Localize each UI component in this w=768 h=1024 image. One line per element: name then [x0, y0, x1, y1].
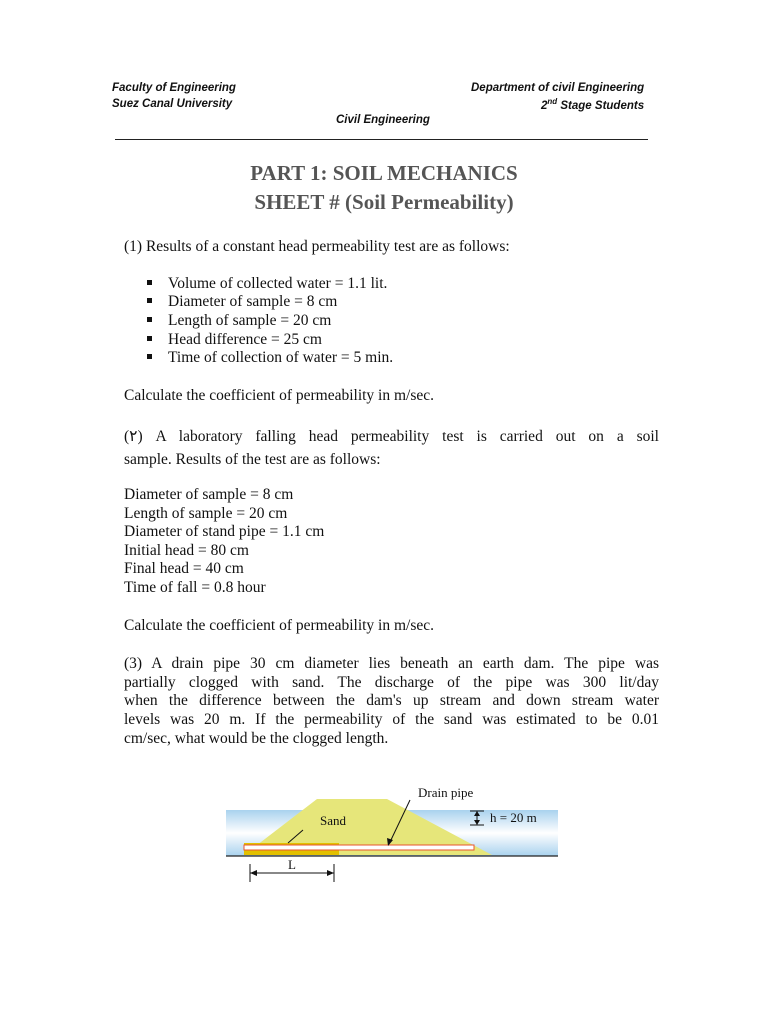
q2-item: Final head = 40 cm [124, 560, 244, 577]
bullet-icon [147, 336, 152, 341]
q1-item-text: Volume of collected water = 1.1 lit. [168, 275, 388, 292]
q1-item [147, 312, 331, 330]
q3-line: partially clogged with sand. The discharge of the pipe was 300 lit/day [124, 674, 659, 691]
header-university: Suez Canal University [112, 98, 233, 110]
earth-dam-diagram [222, 780, 562, 890]
stage-suffix: nd [547, 97, 558, 106]
stage-number: 2 [541, 99, 548, 112]
q1-item-text: Diameter of sample = 8 cm [168, 293, 338, 310]
q2-line-2: sample. Results of the test are as follows: [124, 451, 381, 468]
q2-item: Length of sample = 20 cm [124, 505, 288, 522]
q2-item: Diameter of stand pipe = 1.1 cm [124, 523, 325, 540]
h-label: h = 20 m [490, 810, 537, 825]
l-arrow-right [327, 870, 334, 876]
drain-pipe-label: Drain pipe [418, 785, 474, 800]
header-center-title: Civil Engineering [336, 114, 430, 126]
sand-label: Sand [320, 813, 346, 828]
bullet-icon [147, 317, 152, 322]
q3-line: (3) A drain pipe 30 cm diameter lies beneath an earth dam. The pipe was [124, 655, 659, 672]
q1-item [147, 275, 387, 293]
bullet-icon [147, 280, 152, 285]
header-rule [115, 139, 648, 140]
q1-item [147, 349, 393, 367]
q2-line-1: (٢) A laboratory falling head permeability test is carried out on a soil [124, 428, 659, 445]
q2-ask: Calculate the coefficient of permeability in m/sec. [124, 617, 435, 634]
l-label: L [288, 857, 296, 872]
q2-item: Diameter of sample = 8 cm [124, 486, 294, 503]
q3-line: when the difference between the dam's up stream and down stream water [124, 692, 659, 709]
q1-item-text: Head difference = 25 cm [168, 331, 322, 348]
stage-text: Stage Students [557, 99, 645, 112]
bullet-icon [147, 298, 152, 303]
q1-ask: Calculate the coefficient of permeability in m/sec. [124, 387, 435, 404]
sheet-title: SHEET # (Soil Permeability) [254, 190, 514, 214]
q1-item-text: Time of collection of water = 5 min. [168, 349, 394, 366]
l-arrow-left [250, 870, 257, 876]
bullet-icon [147, 354, 152, 359]
header-department: Department of civil Engineering [471, 82, 645, 94]
q3-line: cm/sec, what would be the clogged length. [124, 730, 389, 747]
q1-intro: (1) Results of a constant head permeability test are as follows: [124, 238, 510, 255]
part-title: PART 1: SOIL MECHANICS [250, 161, 518, 185]
q1-item [147, 331, 322, 349]
q1-item-text: Length of sample = 20 cm [168, 312, 332, 329]
drain-pipe [244, 845, 474, 850]
q3-line: levels was 20 m. If the permeability of the sand was estimated to be 0.01 [124, 711, 659, 728]
header-stage [541, 97, 644, 112]
q2-item: Time of fall = 0.8 hour [124, 579, 266, 596]
header-faculty: Faculty of Engineering [112, 82, 236, 94]
q2-item: Initial head = 80 cm [124, 542, 249, 559]
q1-item [147, 293, 337, 311]
